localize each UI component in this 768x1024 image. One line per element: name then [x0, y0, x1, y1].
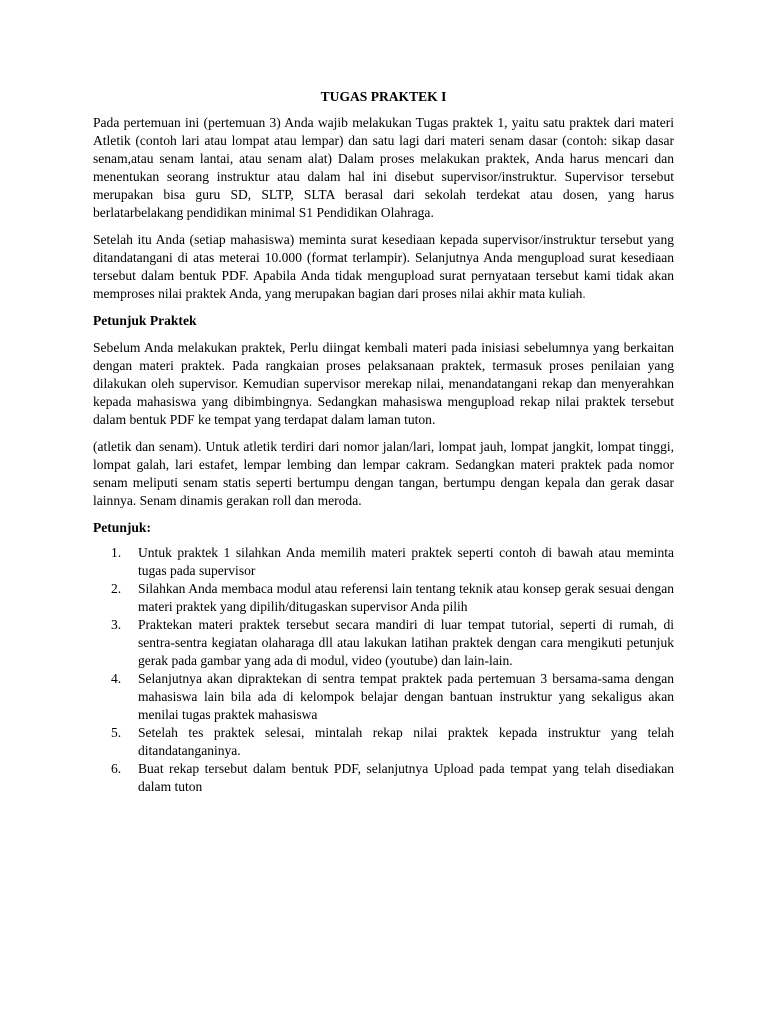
paragraph-end-dot: . — [582, 286, 586, 301]
list-item-text: Setelah tes praktek selesai, mintalah rekap nilai praktek kepada instruktur yang telah ditandatanganinya. — [138, 725, 674, 758]
list-item-number: 5. — [111, 725, 122, 740]
document-page — [93, 88, 674, 796]
instruction-list — [93, 544, 674, 796]
heading-petunjuk: Petunjuk: — [93, 520, 151, 535]
list-item-text: Silahkan Anda membaca modul atau referensi lain tentang teknik atau konsep gerak sesuai dengan materi praktek yang dipilih/ditugaskan supervisor Anda pilih — [138, 581, 674, 614]
list-item — [93, 544, 674, 580]
paragraph-surat-kesediaan — [93, 231, 674, 303]
list-item-number: 2. — [111, 581, 122, 596]
list-item — [93, 670, 674, 724]
list-item — [93, 580, 674, 616]
list-item-text: Untuk praktek 1 silahkan Anda memilih materi praktek seperti contoh di bawah atau meminta tugas pada supervisor — [138, 545, 674, 578]
document-title: TUGAS PRAKTEK I — [320, 89, 447, 104]
list-item — [93, 760, 674, 796]
paragraph-intro: Pada pertemuan ini (pertemuan 3) Anda wajib melakukan Tugas praktek 1, yaitu satu praktek dari materi Atletik (contoh lari atau lompat atau lempar) dan satu lagi dari materi senam dasar (contoh: sikap dasar senam,atau senam lantai, atau senam alat) Dalam proses melakukan praktek, Anda harus mencari dan menentukan seorang instruktur atau dalam hal ini disebut supervisor/instruktur. Supervisor tersebut merupakan bisa guru SD, SLTP, SLTA berasal dari sekolah terdekat atau dosen, yang harus berlatarbelakang pendidikan minimal S1 Pendidikan Olahraga. — [93, 115, 674, 220]
list-item — [93, 724, 674, 760]
list-item-text: Praktekan materi praktek tersebut secara mandiri di luar tempat tutorial, seperti di rumah, di sentra-sentra kegiatan olaharaga dll atau lakukan latihan praktek dengan cara mengikuti petunjuk gerak pada gambar yang ada di modul, video (youtube) dan lain-lain. — [138, 617, 674, 668]
paragraph-sebelum-praktek: Sebelum Anda melakukan praktek, Perlu diingat kembali materi pada inisiasi sebelumnya yang berkaitan dengan materi praktek. Pada rangkaian proses pelaksanaan praktek, termasuk proses penilaian yang dilakukan oleh supervisor. Kemudian supervisor merekap nilai, menandatangani rekap dan menyerahkan kepada mahasiswa yang dibimbingnya. Sedangkan mahasiswa mengupload rekap nilai praktek tersebut dalam bentuk PDF ke tempat yang terdapat dalam laman tuton. — [93, 340, 674, 427]
list-item — [93, 616, 674, 670]
list-item-number: 1. — [111, 545, 122, 560]
list-item-text: Buat rekap tersebut dalam bentuk PDF, selanjutnya Upload pada tempat yang telah disediakan dalam tuton — [138, 761, 674, 794]
list-item-number: 4. — [111, 671, 122, 686]
paragraph-atletik-senam: (atletik dan senam). Untuk atletik terdiri dari nomor jalan/lari, lompat jauh, lompat jangkit, lompat tinggi, lompat galah, lari estafet, lempar lembing dan lempar cakram. Sedangkan materi praktek pada nomor senam meliputi senam statis seperti bertumpu dengan tangan, bertumpu dengan kepala dan gerak dasar lainnya. Senam dinamis gerakan roll dan meroda. — [93, 439, 674, 508]
paragraph-surat-kesediaan-text: Setelah itu Anda (setiap mahasiswa) meminta surat kesediaan kepada supervisor/instruktur tersebut yang ditandatangani di atas meterai 10.000 (format terlampir). Selanjutnya Anda mengupload surat kesediaan tersebut dalam bentuk PDF. Apabila Anda tidak mengupload surat pernyataan tersebut kami tidak akan memproses nilai praktek Anda, yang merupakan bagian dari proses nilai akhir mata kuliah — [93, 232, 674, 301]
heading-petunjuk-praktek: Petunjuk Praktek — [93, 313, 197, 328]
list-item-number: 6. — [111, 761, 122, 776]
list-item-number: 3. — [111, 617, 122, 632]
list-item-text: Selanjutnya akan dipraktekan di sentra tempat praktek pada pertemuan 3 bersama-sama dengan mahasiswa lain bila ada di kelompok belajar dengan bantuan instruktur yang sekaligus akan menilai tugas praktek mahasiswa — [138, 671, 674, 722]
